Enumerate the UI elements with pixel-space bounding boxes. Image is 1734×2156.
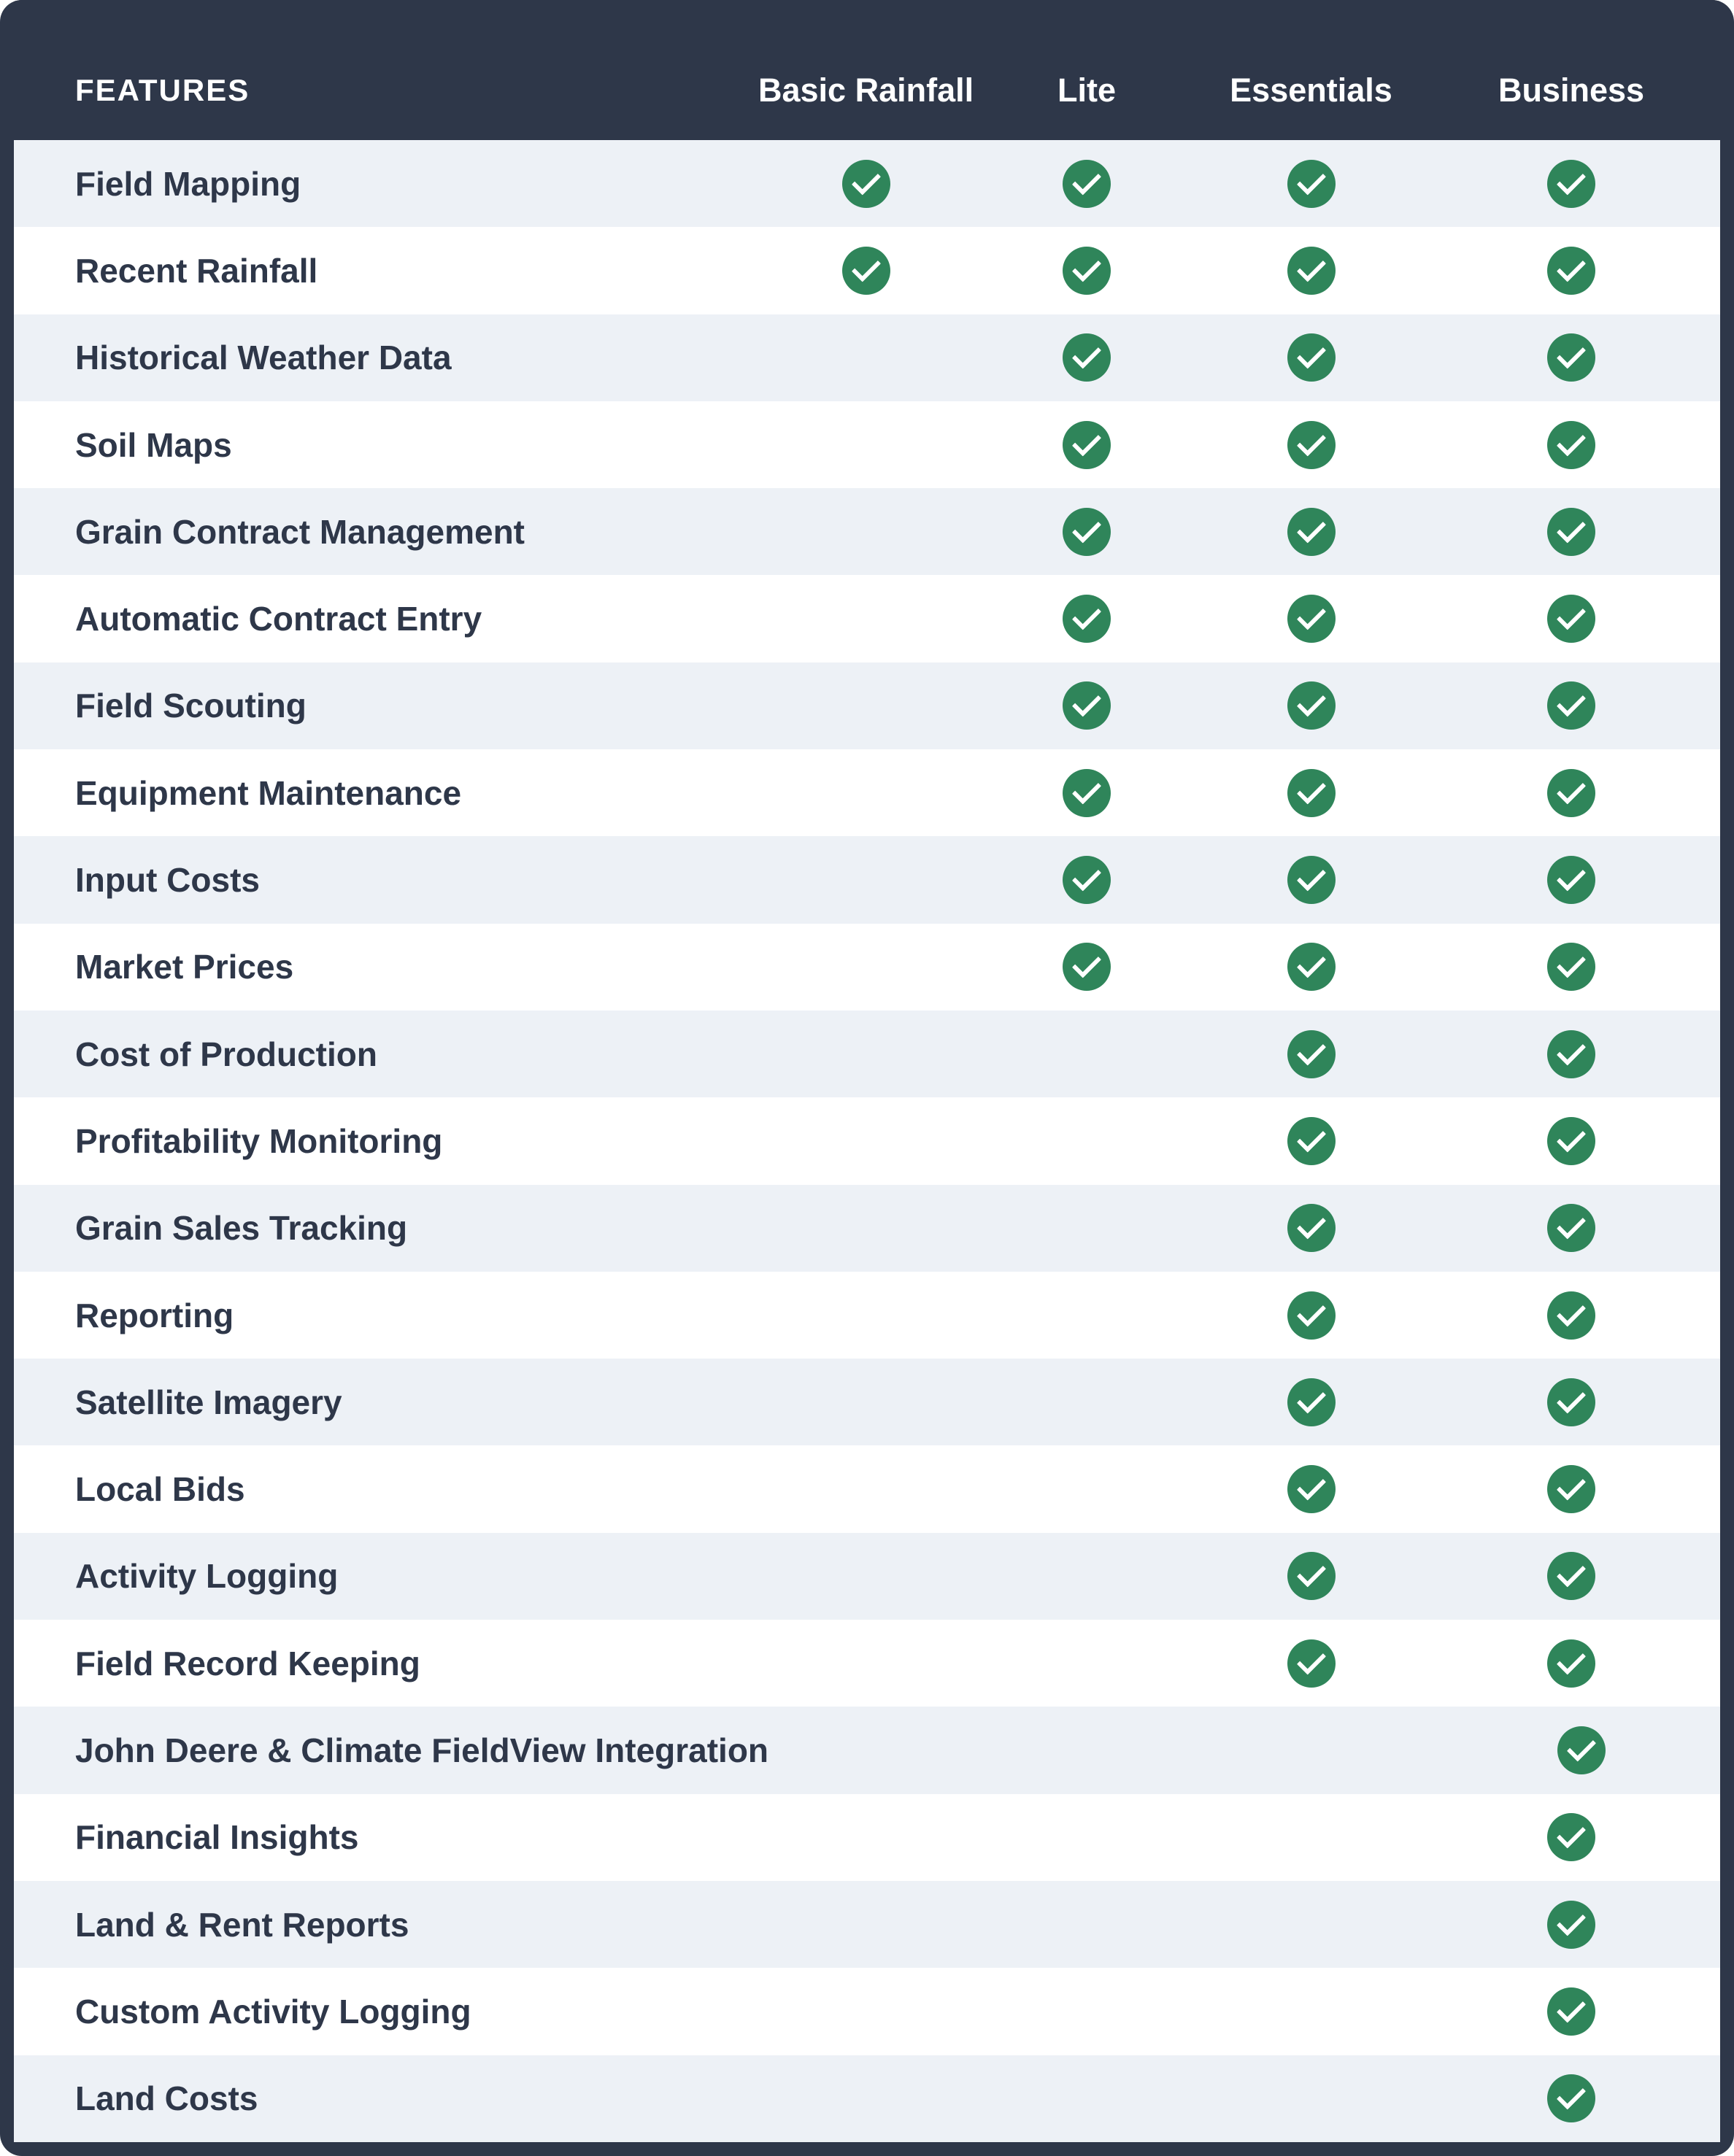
table-row	[14, 1445, 1720, 1532]
plan-cell-essentials	[1200, 1359, 1422, 1445]
check-circle-icon	[1547, 681, 1595, 730]
plan-cell-essentials	[1200, 2055, 1422, 2142]
plan-cell-basic-rainfall	[758, 314, 974, 401]
plan-cell-business	[1433, 1707, 1720, 1793]
check-circle-icon	[1287, 943, 1336, 991]
check-circle-icon	[1287, 1378, 1336, 1426]
check-circle-icon	[1557, 1726, 1606, 1774]
check-circle-icon	[1547, 1204, 1595, 1252]
plan-cell-essentials	[1200, 1272, 1422, 1359]
plan-cell-basic-rainfall	[758, 140, 974, 227]
plan-cell-essentials	[1200, 227, 1422, 314]
plan-cell-essentials	[1200, 1011, 1422, 1097]
plan-cell-lite	[974, 1881, 1200, 1968]
feature-label: Soil Maps	[75, 425, 232, 464]
table-header-row	[14, 0, 1720, 140]
feature-label: Field Record Keeping	[75, 1644, 420, 1682]
plan-cell-essentials	[1200, 1445, 1422, 1532]
plan-cell-essentials	[1200, 1185, 1422, 1272]
check-circle-icon	[1287, 1291, 1336, 1340]
table-row	[14, 401, 1720, 488]
check-circle-icon	[1547, 1030, 1595, 1078]
plan-cell-essentials	[1200, 1533, 1422, 1620]
check-circle-icon	[1547, 1901, 1595, 1949]
table-row	[14, 662, 1720, 749]
check-circle-icon	[1547, 160, 1595, 208]
plan-cell-lite	[974, 227, 1200, 314]
check-circle-icon	[1287, 1204, 1336, 1252]
feature-label: Local Bids	[75, 1470, 245, 1509]
plan-cell-business	[1422, 1794, 1720, 1881]
check-circle-icon	[1063, 769, 1111, 817]
plan-cell-lite	[974, 924, 1200, 1011]
plan-cell-basic-rainfall	[758, 401, 974, 488]
feature-label: Recent Rainfall	[75, 251, 318, 290]
check-circle-icon	[1547, 856, 1595, 904]
plan-cell-basic-rainfall	[758, 1359, 974, 1445]
plan-cell-lite	[974, 1620, 1200, 1707]
feature-label: Satellite Imagery	[75, 1383, 342, 1421]
feature-label: Equipment Maintenance	[75, 773, 462, 812]
table-row	[14, 1011, 1720, 1097]
plan-cell-lite	[974, 662, 1200, 749]
check-circle-icon	[1063, 856, 1111, 904]
plan-cell-essentials	[1200, 488, 1422, 575]
plan-cell-essentials	[1200, 836, 1422, 923]
plan-cell-business	[1422, 1620, 1720, 1707]
check-circle-icon	[1547, 1465, 1595, 1513]
feature-label: Land Costs	[75, 2079, 258, 2118]
check-circle-icon	[1063, 943, 1111, 991]
feature-label: John Deere & Climate FieldView Integration	[75, 1731, 769, 1769]
plan-cell-business	[1422, 488, 1720, 575]
plan-cell-business	[1422, 1097, 1720, 1184]
table-body	[14, 140, 1720, 2142]
feature-label: Input Costs	[75, 861, 260, 900]
table-row	[14, 575, 1720, 662]
plan-cell-lite	[974, 1968, 1200, 2055]
plan-cell-lite	[974, 1794, 1200, 1881]
table-row	[14, 836, 1720, 923]
feature-label: Reporting	[75, 1296, 234, 1334]
feature-label: Cost of Production	[75, 1035, 377, 1073]
plan-cell-essentials	[1200, 314, 1422, 401]
plan-cell-essentials	[1200, 1881, 1422, 1968]
check-circle-icon	[1547, 1813, 1595, 1861]
plan-cell-business	[1422, 401, 1720, 488]
check-circle-icon	[1547, 1987, 1595, 2036]
check-circle-icon	[842, 247, 890, 295]
check-circle-icon	[1287, 1465, 1336, 1513]
check-circle-icon	[1063, 508, 1111, 556]
check-circle-icon	[1547, 2074, 1595, 2122]
check-circle-icon	[1547, 247, 1595, 295]
plan-cell-business	[1422, 575, 1720, 662]
plan-cell-essentials	[1200, 662, 1422, 749]
check-circle-icon	[1547, 1378, 1595, 1426]
plan-column-header-basic-rainfall: Basic Rainfall	[758, 72, 974, 109]
plan-cell-lite	[974, 1445, 1200, 1532]
plan-cell-basic-rainfall	[758, 1533, 974, 1620]
table-row	[14, 1097, 1720, 1184]
plan-cell-business	[1422, 314, 1720, 401]
check-circle-icon	[1287, 681, 1336, 730]
feature-label: Custom Activity Logging	[75, 1992, 471, 2031]
check-circle-icon	[1547, 1291, 1595, 1340]
plan-cell-basic-rainfall	[758, 1620, 974, 1707]
plan-cell-essentials	[1200, 401, 1422, 488]
plan-cell-business	[1422, 749, 1720, 836]
feature-label: Grain Sales Tracking	[75, 1209, 408, 1248]
plan-cell-basic-rainfall	[758, 227, 974, 314]
table-row	[14, 1968, 1720, 2055]
feature-label: Financial Insights	[75, 1818, 359, 1857]
plan-cell-business	[1422, 924, 1720, 1011]
plan-cell-lite	[974, 401, 1200, 488]
feature-label: Land & Rent Reports	[75, 1905, 409, 1944]
table-row	[14, 1881, 1720, 1968]
check-circle-icon	[1547, 943, 1595, 991]
plan-cell-business	[1422, 662, 1720, 749]
table-row	[14, 1707, 1720, 1793]
check-circle-icon	[1287, 856, 1336, 904]
check-circle-icon	[1547, 333, 1595, 382]
plan-cell-lite	[974, 1272, 1200, 1359]
plan-cell-essentials	[1210, 1707, 1433, 1793]
plan-cell-basic-rainfall	[758, 1097, 974, 1184]
check-circle-icon	[1547, 421, 1595, 469]
table-row	[14, 749, 1720, 836]
plan-cell-basic-rainfall	[758, 575, 974, 662]
check-circle-icon	[1287, 247, 1336, 295]
plan-cell-business	[1422, 227, 1720, 314]
table-row	[14, 1620, 1720, 1707]
plan-cell-lite	[974, 749, 1200, 836]
plan-cell-lite	[974, 836, 1200, 923]
plan-cell-basic-rainfall	[758, 1272, 974, 1359]
plan-cell-basic-rainfall	[758, 1794, 974, 1881]
plan-cell-essentials	[1200, 1620, 1422, 1707]
plan-cell-basic-rainfall	[758, 1185, 974, 1272]
feature-label: Grain Contract Management	[75, 512, 525, 551]
check-circle-icon	[842, 160, 890, 208]
plan-cell-lite	[974, 575, 1200, 662]
feature-label: Activity Logging	[75, 1557, 339, 1596]
plan-cell-business	[1422, 1445, 1720, 1532]
feature-label: Field Scouting	[75, 687, 307, 725]
features-column-header: FEATURES	[75, 73, 250, 107]
feature-label: Historical Weather Data	[75, 339, 452, 377]
check-circle-icon	[1287, 1552, 1336, 1600]
table-row	[14, 1794, 1720, 1881]
plan-cell-lite	[974, 2055, 1200, 2142]
plan-cell-lite	[974, 1359, 1200, 1445]
feature-label: Profitability Monitoring	[75, 1121, 443, 1160]
feature-label: Field Mapping	[75, 164, 301, 203]
check-circle-icon	[1287, 1030, 1336, 1078]
plan-cell-business	[1422, 1272, 1720, 1359]
plan-cell-essentials	[1200, 575, 1422, 662]
plan-cell-lite	[974, 140, 1200, 227]
plan-cell-basic-rainfall	[758, 2055, 974, 2142]
plan-cell-business	[1422, 1359, 1720, 1445]
check-circle-icon	[1287, 160, 1336, 208]
plan-column-header-lite: Lite	[1057, 72, 1116, 109]
table-row	[14, 2055, 1720, 2142]
plan-cell-business	[1422, 1881, 1720, 1968]
plan-cell-lite	[974, 488, 1200, 575]
check-circle-icon	[1287, 1639, 1336, 1688]
plan-cell-lite	[974, 314, 1200, 401]
feature-label: Market Prices	[75, 948, 294, 986]
plan-cell-business	[1422, 836, 1720, 923]
check-circle-icon	[1547, 1552, 1595, 1600]
check-circle-icon	[1063, 421, 1111, 469]
check-circle-icon	[1547, 1117, 1595, 1165]
plan-cell-basic-rainfall	[758, 1968, 974, 2055]
table-row	[14, 1533, 1720, 1620]
plan-cell-basic-rainfall	[758, 836, 974, 923]
plan-cell-lite	[974, 1533, 1200, 1620]
plan-cell-lite	[974, 1011, 1200, 1097]
plan-cell-business	[1422, 1185, 1720, 1272]
table-row	[14, 1359, 1720, 1445]
plan-cell-business	[1422, 2055, 1720, 2142]
check-circle-icon	[1063, 681, 1111, 730]
check-circle-icon	[1547, 1639, 1595, 1688]
check-circle-icon	[1063, 160, 1111, 208]
plan-cell-essentials	[1200, 140, 1422, 227]
check-circle-icon	[1287, 595, 1336, 643]
check-circle-icon	[1063, 333, 1111, 382]
plan-cell-essentials	[1200, 749, 1422, 836]
table-row	[14, 227, 1720, 314]
plan-cell-basic-rainfall	[758, 924, 974, 1011]
plan-cell-lite	[974, 1097, 1200, 1184]
table-row	[14, 314, 1720, 401]
table-row	[14, 1272, 1720, 1359]
table-row	[14, 1185, 1720, 1272]
plan-cell-business	[1422, 1968, 1720, 2055]
plan-column-header-business: Business	[1498, 72, 1645, 109]
plan-cell-business	[1422, 1011, 1720, 1097]
plan-cell-basic-rainfall	[758, 662, 974, 749]
plan-column-header-essentials: Essentials	[1230, 72, 1392, 109]
table-row	[14, 924, 1720, 1011]
plan-cell-business	[1422, 1533, 1720, 1620]
check-circle-icon	[1287, 333, 1336, 382]
check-circle-icon	[1547, 769, 1595, 817]
plan-cell-essentials	[1200, 924, 1422, 1011]
feature-label: Automatic Contract Entry	[75, 600, 482, 638]
plan-cell-lite	[974, 1185, 1200, 1272]
check-circle-icon	[1287, 508, 1336, 556]
plan-cell-basic-rainfall	[758, 749, 974, 836]
plan-cell-lite	[984, 1707, 1210, 1793]
plan-cell-essentials	[1200, 1097, 1422, 1184]
plan-cell-essentials	[1200, 1794, 1422, 1881]
check-circle-icon	[1063, 247, 1111, 295]
plan-cell-basic-rainfall	[768, 1707, 984, 1793]
plan-cell-business	[1422, 140, 1720, 227]
plan-cell-basic-rainfall	[758, 1445, 974, 1532]
plan-cell-essentials	[1200, 1968, 1422, 2055]
plan-cell-basic-rainfall	[758, 1881, 974, 1968]
check-circle-icon	[1287, 769, 1336, 817]
table-row	[14, 140, 1720, 227]
check-circle-icon	[1287, 421, 1336, 469]
check-circle-icon	[1547, 508, 1595, 556]
plan-cell-basic-rainfall	[758, 488, 974, 575]
table-row	[14, 488, 1720, 575]
check-circle-icon	[1063, 595, 1111, 643]
check-circle-icon	[1547, 595, 1595, 643]
plan-cell-basic-rainfall	[758, 1011, 974, 1097]
check-circle-icon	[1287, 1117, 1336, 1165]
